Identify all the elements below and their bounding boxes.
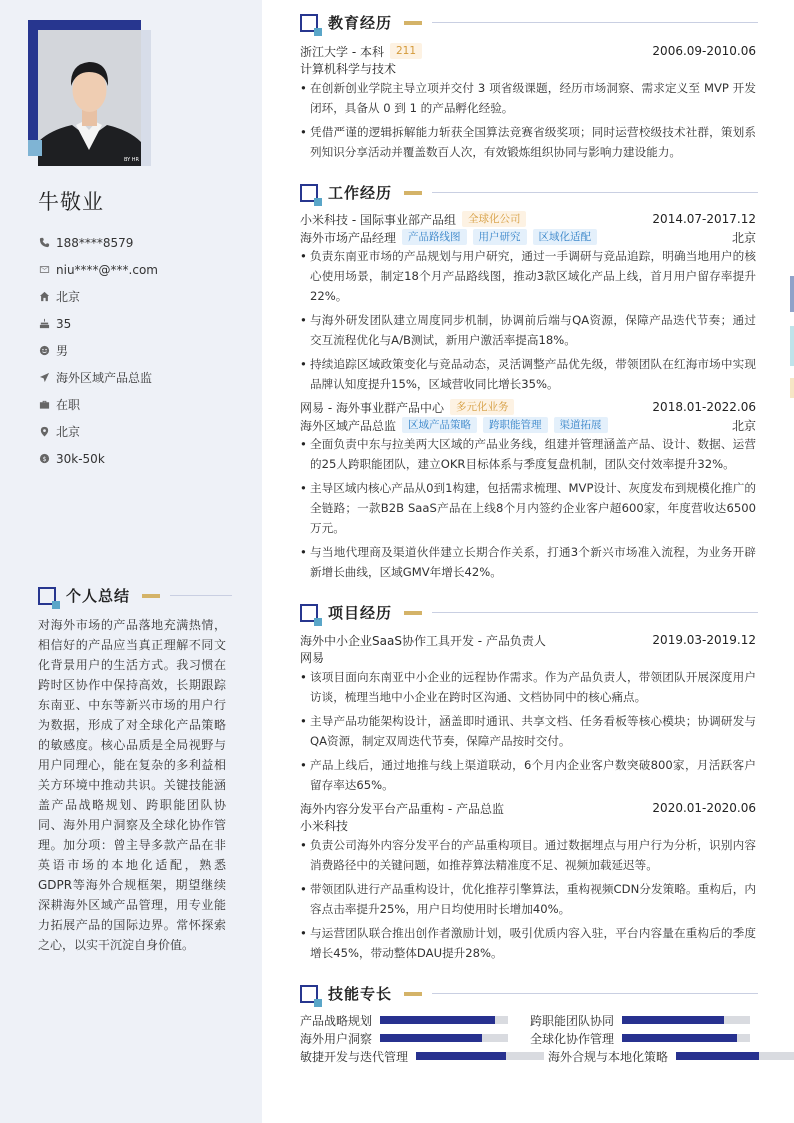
skills-header [300,983,758,1004]
edge-mark-gold [790,378,794,398]
list-item: • 与运营团队联合推出创作者激励计划，吸引优质内容入驻，平台内容量在重构后的季度增长45%，带动整体DAU提升28%。 [300,923,756,963]
skill-bar-fill [416,1052,506,1060]
project-bullets [300,667,756,799]
photo-backdrop [141,30,151,166]
skill-bar-fill [380,1016,495,1024]
education-row [300,42,756,60]
list-item: • 带领团队进行产品重构设计，优化推荐引擎算法，重构视频CDN分发策略。重构后，内容点击率提升25%，用户日均使用时长增加40%。 [300,879,756,919]
list-item: • 在创新创业学院主导立项并交付 3 项省级课题，经历市场洞察、需求定义至 MVP 开发闭环，具备从 0 到 1 的产品孵化经验。 [300,78,756,118]
summary-header [38,585,232,606]
skill-name: 海外用户洞察 [300,1031,373,1046]
job-role-row [300,228,756,246]
list-item: • 该项目面向东南亚中小企业的远程协作需求。作为产品负责人，带领团队开展深度用户访谈，梳理当地中小企业在跨时区沟通、文档协同中的核心痛点。 [300,667,756,707]
list-item: • 持续追踪区域政策变化与竞品动态，灵活调整产品优先级，带领团队在红海市场中实现品牌认知度提升15%，区域营收同比增长35%。 [300,354,756,394]
section-divider [432,22,758,23]
project-row [300,631,756,649]
avatar [38,30,141,166]
school-tag: 211 [390,43,422,59]
section-gold-bar [404,611,422,615]
section-icon [300,604,318,622]
job-date: 2018.01-2022.06 [652,400,756,414]
skill-name: 跨职能团队协同 [530,1013,615,1028]
project-row [300,799,756,817]
home-icon [38,291,50,303]
skills-title: 技能专长 [328,985,393,1003]
section-icon [38,587,56,605]
job-role-row [300,416,756,434]
briefcase-icon [38,399,50,411]
info-item-salary [38,445,158,472]
list-item: • 负责公司海外内容分发平台的产品重构项目。通过数据埋点与用户行为分析，识别内容消费路径中的关键问题，如推荐算法精准度不足、视频加载延迟等。 [300,835,756,875]
skill-bar [380,1016,508,1024]
section-gold-bar [404,21,422,25]
section-gold-bar [142,594,160,598]
projects-header [300,602,758,623]
summary-title: 个人总结 [66,587,131,605]
section-icon [300,184,318,202]
send-icon [38,372,50,384]
photo-accent [28,140,42,156]
education-date: 2006.09-2010.06 [652,44,756,58]
skill-tag: 区域化适配 [533,229,598,245]
skill-bar [416,1052,544,1060]
skill-name: 产品战略规划 [300,1013,373,1028]
info-text: 35 [56,316,72,331]
info-text: 海外区域产品总监 [56,371,153,385]
education-title: 教育经历 [328,14,393,32]
list-item: • 主导产品功能架构设计，涵盖即时通讯、共享文档、任务看板等核心模块；协调研发与QA资源，制定双周迭代节奏，保障产品按时交付。 [300,711,756,751]
candidate-name: 牛敬业 [38,190,104,214]
skill-tag: 用户研究 [473,229,527,245]
education-header [300,12,758,33]
info-item-city [38,283,158,310]
skill-tag: 区域产品策略 [402,417,477,433]
list-item: • 凭借严谨的逻辑拆解能力斩获全国算法竞赛省级奖项；同时运营校级技术社群，策划系列知识分享活动并覆盖数百人次，有效锻炼组织协同与影响力建设能力。 [300,122,756,162]
project-bullets [300,835,756,967]
projects-title: 项目经历 [328,604,393,622]
skill-tag: 产品路线图 [402,229,467,245]
phone-icon [38,237,50,249]
skill-bar-fill [676,1052,759,1060]
company-name: 小米科技 - 国际事业部产品组 [300,212,456,227]
job-role: 海外区域产品总监 [300,418,397,433]
project-name: 海外内容分发平台产品重构 - 产品总监 [300,801,504,816]
summary-text: 对海外市场的产品落地充满热情，相信好的产品应当真正理解不同文化背景用户的生活方式。我习惯在跨时区协作中保持高效，长期跟踪东南亚、中东等新兴市场的用户行为数据，形成了对全球化产品策略的敏感度。核心品质是全局视野与用户同理心，能在复杂的多利益相关方环境中推动共识。关键技能涵盖产品战略规划、跨职能团队协同、海外用户洞察及全球化协作管理。加分项：曾主导多款产品在非英语市场的本地化适配，熟悉GDPR等海外合规框架，期望继续深耕海外区域产品管理，用专业能力拓展产品的国际边界。常怀探索之心，以实干沉淀自身价值。 [38,618,226,952]
skill-item [300,1011,508,1029]
company-tag: 多元化业务 [450,399,515,415]
info-text: 30k-50k [56,451,105,466]
skill-item [548,1047,794,1065]
section-divider [432,192,758,193]
skill-name: 敏捷开发与迭代管理 [300,1049,409,1064]
skill-bar-fill [622,1016,724,1024]
svg-text:$: $ [41,454,47,463]
gender-icon [38,345,50,357]
list-item: • 主导区域内核心产品从0到1构建，包括需求梳理、MVP设计、灰度发布到规模化推广的全链路；一款B2B SaaS产品在上线8个月内签约企业客户超600家，年度营收达6500万元。 [300,478,756,538]
skill-item [530,1029,750,1047]
salary-icon [38,453,50,465]
skill-bar [380,1034,508,1042]
cake-icon [38,318,50,330]
contact-info-list [38,229,158,472]
section-divider [432,993,758,994]
info-text: niu****@***.com [56,262,158,277]
skill-bar [676,1052,794,1060]
location-icon [38,426,50,438]
project-org: 网易 [300,651,325,665]
edge-mark-teal [790,326,794,366]
job-row [300,398,756,416]
project-org: 小米科技 [300,819,349,833]
project-date: 2019.03-2019.12 [652,633,756,647]
edge-mark-blue [790,276,794,312]
info-item-status [38,391,158,418]
job-row [300,210,756,228]
job-city: 北京 [731,230,756,245]
info-text: 北京 [56,290,81,304]
info-item-age [38,310,158,337]
project-name: 海外中小企业SaaS协作工具开发 - 产品负责人 [300,633,546,648]
job-bullets [300,246,756,398]
info-text: 在职 [56,398,81,412]
job-date: 2014.07-2017.12 [652,212,756,226]
skill-tag: 渠道拓展 [554,417,608,433]
school-name: 浙江大学 - 本科 [300,44,384,59]
skill-name: 海外合规与本地化策略 [548,1049,669,1064]
section-icon [300,14,318,32]
work-header [300,182,758,203]
list-item: • 负责东南亚市场的产品规划与用户研究，通过一手调研与竞品追踪，明确当地用户的核心使用场景，制定18个月产品路线图，推动3款区域化产品上线，首月用户留存率提升22%。 [300,246,756,306]
section-divider [170,595,232,596]
list-item: • 产品上线后，通过地推与线上渠道联动，6个月内企业客户数突破800家，月活跃客户留存率达65%。 [300,755,756,795]
skill-bar [622,1016,750,1024]
skill-name: 全球化协作管理 [530,1031,615,1046]
work-title: 工作经历 [328,184,393,202]
info-text: 188****8579 [56,235,134,250]
company-name: 网易 - 海外事业群产品中心 [300,400,444,415]
info-item-phone [38,229,158,256]
section-icon [300,985,318,1003]
skill-tag: 跨职能管理 [483,417,548,433]
skill-bar-fill [622,1034,737,1042]
skill-bar [622,1034,750,1042]
sidebar [0,0,262,1123]
info-text: 北京 [56,425,81,439]
section-gold-bar [404,992,422,996]
info-text: 男 [56,344,69,358]
list-item: • 全面负责中东与拉美两大区域的产品业务线，组建并管理涵盖产品、设计、数据、运营的25人跨职能团队，建立OKR目标体系与季度复盘机制，团队交付效率提升32%。 [300,434,756,474]
skill-bar-fill [380,1034,482,1042]
mail-icon [38,264,50,276]
section-gold-bar [404,191,422,195]
education-major: 计算机科学与技术 [300,62,397,76]
skill-item [530,1011,750,1029]
skill-item [300,1029,508,1047]
info-item-gender [38,337,158,364]
company-tag: 全球化公司 [462,211,527,227]
job-city: 北京 [731,418,756,433]
list-item: • 与当地代理商及渠道伙伴建立长期合作关系，打通3个新兴市场准入流程，为业务开辟新增长曲线，区域GMV年增长42%。 [300,542,756,582]
info-item-position [38,364,158,391]
education-bullets [300,78,756,166]
list-item: • 与海外研发团队建立周度同步机制，协调前后端与QA资源，保障产品迭代节奏；通过交互流程优化与A/B测试，新用户激活率提高18%。 [300,310,756,350]
skill-item [300,1047,544,1065]
info-item-email [38,256,158,283]
info-item-location [38,418,158,445]
photo-watermark: BY HR [124,157,140,163]
job-bullets [300,434,756,586]
project-date: 2020.01-2020.06 [652,801,756,815]
job-role: 海外市场产品经理 [300,230,397,245]
section-divider [432,612,758,613]
